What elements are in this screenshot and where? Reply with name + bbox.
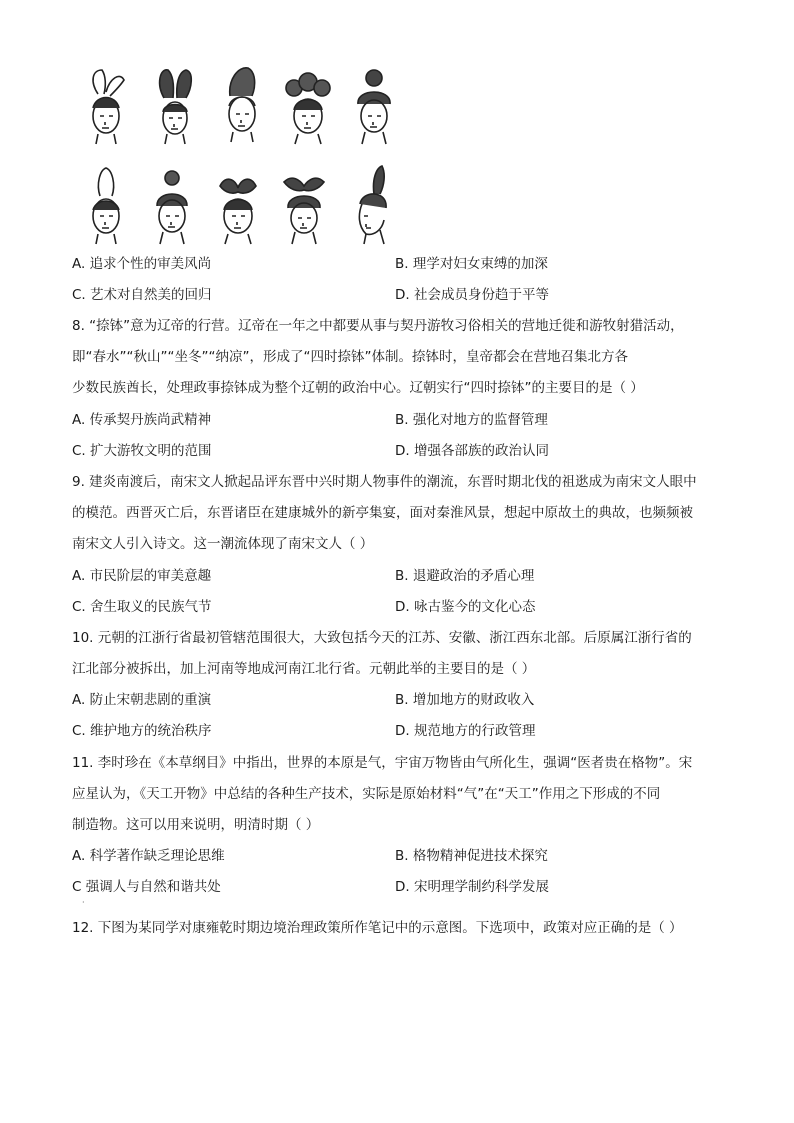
hairstyle-figure-1	[76, 64, 134, 148]
hairstyle-figure-2	[146, 64, 204, 148]
q9-option-b: B. 退避政治的矛盾心理	[395, 568, 535, 584]
hairstyle-figure-7	[142, 164, 200, 248]
q8-stem-line: 少数民族酋长，处理政事捺钵成为整个辽朝的政治中心。辽朝实行“四时捺钵”的主要目的是（ ）	[72, 380, 644, 396]
q7-option-b: B. 理学对妇女束缚的加深	[395, 256, 548, 272]
q8-option-c: C. 扩大游牧文明的范围	[72, 443, 212, 459]
q9-option-c: C. 舍生取义的民族气节	[72, 599, 212, 615]
q11-stem	[72, 748, 732, 841]
q8-stem	[72, 311, 732, 404]
q10-stem-line: 10. 元朝的江浙行省最初管辖范围很大，大致包括今天的江苏、安徽、浙江西东北部。后原属江浙行省的	[72, 630, 692, 646]
q7-option-a: A. 追求个性的审美风尚	[72, 256, 212, 272]
q11-option-b: B. 格物精神促进技术探究	[395, 848, 548, 864]
q12-stem-line: 12. 下图为某同学对康雍乾时期边境治理政策所作笔记中的示意图。下选项中，政策对应正确的是（ ）	[72, 920, 683, 936]
hairstyle-figure-3	[212, 62, 270, 146]
hairstyle-illustration	[70, 60, 400, 250]
hairstyle-figure-9	[274, 164, 332, 248]
q11-option-d: D. 宋明理学制约科学发展	[395, 879, 549, 895]
hairstyle-figure-5	[344, 64, 402, 148]
q10-stem	[72, 623, 732, 685]
q10-option-a: A. 防止宋朝悲剧的重演	[72, 692, 212, 708]
q10-stem-line: 江北部分被拆出，加上河南等地成河南江北行省。元朝此举的主要目的是（ ）	[72, 661, 536, 677]
q8-stem-line: 8. “捺钵”意为辽帝的行营。辽帝在一年之中都要从事与契丹游牧习俗相关的营地迁徙和游牧射猎活动，	[72, 318, 684, 334]
hairstyle-figure-8	[208, 164, 266, 248]
q8-option-d: D. 增强各部族的政治认同	[395, 443, 549, 459]
q11-stem-line: 制造物。这可以用来说明，明清时期（ ）	[72, 817, 320, 833]
q11-option-c: C 强调人与自然和谐共处	[72, 879, 221, 895]
q9-option-a: A. 市民阶层的审美意趣	[72, 568, 212, 584]
q9-stem-line: 的模范。西晋灭亡后，东晋诸臣在建康城外的新亭集宴，面对秦淮风景，想起中原故土的典故，也频频被	[72, 505, 693, 521]
q12-stem	[72, 913, 732, 944]
q9-option-d: D. 咏古鉴今的文化心态	[395, 599, 536, 615]
q9-stem-line: 南宋文人引入诗文。这一潮流体现了南宋文人（ ）	[72, 536, 374, 552]
q7-option-c: C. 艺术对自然美的回归	[72, 287, 212, 303]
q11-stem-line: 11. 李时珍在《本草纲目》中指出，世界的本原是气，宇宙万物皆由气所化生，强调“医者贵在格物”。宋	[72, 755, 693, 771]
hairstyle-figure-4	[278, 66, 336, 150]
q11-stem-line: 应星认为，《天工开物》中总结的各种生产技术，实际是原始材料“气”在“天工”作用之下形成的不同	[72, 786, 661, 802]
q11-option-a: A. 科学著作缺乏理论思维	[72, 848, 225, 864]
q8-option-b: B. 强化对地方的监督管理	[395, 412, 548, 428]
q9-stem	[72, 467, 732, 560]
q8-option-a: A. 传承契丹族尚武精神	[72, 412, 212, 428]
q10-option-c: C. 维护地方的统治秩序	[72, 723, 212, 739]
q10-option-d: D. 规范地方的行政管理	[395, 723, 536, 739]
hairstyle-figure-10	[340, 164, 398, 248]
stray-dot: ·	[82, 898, 85, 907]
q10-option-b: B. 增加地方的财政收入	[395, 692, 535, 708]
q8-stem-line: 即“春水”“秋山”“坐冬”“纳凉”，形成了“四时捺钵”体制。捺钵时，皇帝都会在营地召集北方各	[72, 349, 628, 365]
q9-stem-line: 9. 建炎南渡后，南宋文人掀起品评东晋中兴时期人物事件的潮流，东晋时期北伐的祖逖成为南宋文人眼中	[72, 474, 697, 490]
hairstyle-figure-6	[76, 164, 134, 248]
q7-option-d: D. 社会成员身份趋于平等	[395, 287, 549, 303]
